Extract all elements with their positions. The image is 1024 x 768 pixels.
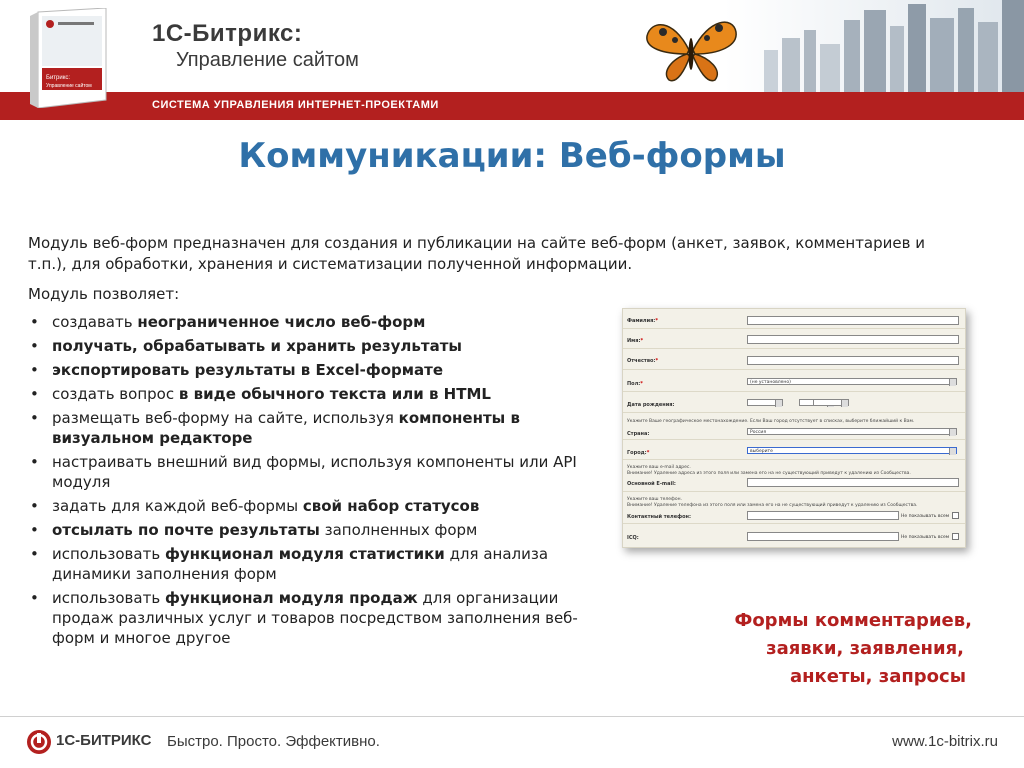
svg-text:Управление сайтом: Управление сайтом [46, 83, 92, 89]
phone-input[interactable] [747, 511, 899, 520]
email-input[interactable] [747, 478, 959, 487]
caption-line: анкеты, запросы [789, 666, 966, 687]
list-item: • создать вопрос в виде обычного текста или в HTML [30, 385, 491, 403]
icq-input[interactable] [747, 532, 899, 541]
box-title-text: Битрикс: [46, 75, 71, 81]
city-label: Город:* [627, 450, 650, 456]
footer-brand: 1С-БИТРИКС [56, 732, 152, 749]
sex-select[interactable]: (не установлено) [747, 378, 957, 385]
intro-paragraph: Модуль веб-форм предназначен для создания и публикации на сайте веб-форм (анкет, заявок, комментариев и т.п.), для обработки, хранения и систематизации полученной информации. [28, 234, 925, 273]
list-item: • размещать веб-форму на сайте, используя компоненты в визуальном редакторе [30, 409, 520, 447]
bitrix-logo-icon [26, 729, 52, 755]
footer [0, 717, 1024, 768]
phone-hide-checkbox[interactable]: Не показывать всем [901, 512, 959, 519]
tagline: СИСТЕМА УПРАВЛЕНИЯ ИНТЕРНЕТ-ПРОЕКТАМИ [152, 99, 439, 111]
surname-label: Фамилия:* [627, 318, 658, 324]
city-skyline-image [724, 0, 1024, 92]
surname-input[interactable] [747, 316, 959, 325]
form-types-caption [734, 607, 972, 691]
list-item: • использовать функционал модуля статистики для анализа динамики заполнения форм [30, 545, 549, 583]
email-warning: Внимание! Удаление адреса из этого поля или замена его на не существующий приведут к удалению из Сообщества. [627, 471, 911, 476]
list-item: • отсылать по почте результаты заполненных форм [30, 521, 478, 539]
list-item: • экспортировать результаты в Excel-формате [30, 361, 444, 379]
icq-label: ICQ: [627, 535, 639, 541]
web-form-screenshot [622, 308, 966, 548]
allows-heading: Модуль позволяет: [28, 285, 180, 303]
sex-label: Пол:* [627, 381, 643, 387]
country-label: Страна: [627, 431, 650, 437]
country-select[interactable]: Россия [747, 428, 957, 435]
birth-year-select[interactable] [813, 399, 849, 406]
name-label: Имя:* [627, 338, 644, 344]
geo-note: Укажите Ваше географическое местонахождение. Если Ваш город отсутствует в списках, выберите ближайший к Вам. [627, 419, 915, 424]
phone-note: Укажите ваш телефон. [627, 497, 682, 502]
patronymic-input[interactable] [747, 356, 959, 365]
page-title: Коммуникации: Веб-формы [238, 136, 786, 176]
patronymic-label: Отчество:* [627, 358, 659, 364]
list-item: • использовать функционал модуля продаж для организации продаж различных услуг и товаров посредством заполнения веб-форм и многое другое [30, 589, 578, 647]
header [0, 0, 1024, 92]
email-label: Основной E-mail: [627, 481, 676, 487]
city-select[interactable]: выберите [747, 447, 957, 454]
icq-hide-checkbox[interactable]: Не показывать всем [901, 533, 959, 540]
phone-label: Контактный телефон: [627, 514, 691, 520]
butterfly-image [643, 14, 739, 86]
list-item: • создавать неограниченное число веб-форм [30, 313, 426, 331]
feature-list [30, 312, 620, 652]
list-item: • настраивать внешний вид формы, используя компоненты или API модуля [30, 453, 577, 491]
caption-line: Формы комментариев, [734, 610, 972, 631]
email-note: Укажите ваш e-mail адрес. [627, 465, 691, 470]
birthdate-label: Дата рождения: [627, 402, 675, 408]
birth-day-select[interactable] [747, 399, 783, 406]
product-box-image [28, 8, 112, 108]
phone-warning: Внимание! Удаление телефона из этого поля или замена его на не существующий приведут к удалению из Сообщества. [627, 503, 918, 508]
name-input[interactable] [747, 335, 959, 344]
footer-url[interactable]: www.1c-bitrix.ru [892, 733, 998, 750]
footer-slogan: Быстро. Просто. Эффективно. [167, 733, 380, 750]
caption-line: заявки, заявления, [766, 638, 964, 659]
brand-subtitle: Управление сайтом [176, 49, 359, 71]
list-item: • задать для каждой веб-формы свой набор статусов [30, 497, 480, 515]
list-item: • получать, обрабатывать и хранить результаты [30, 337, 462, 355]
brand-title: 1С-Битрикс: [152, 20, 303, 47]
